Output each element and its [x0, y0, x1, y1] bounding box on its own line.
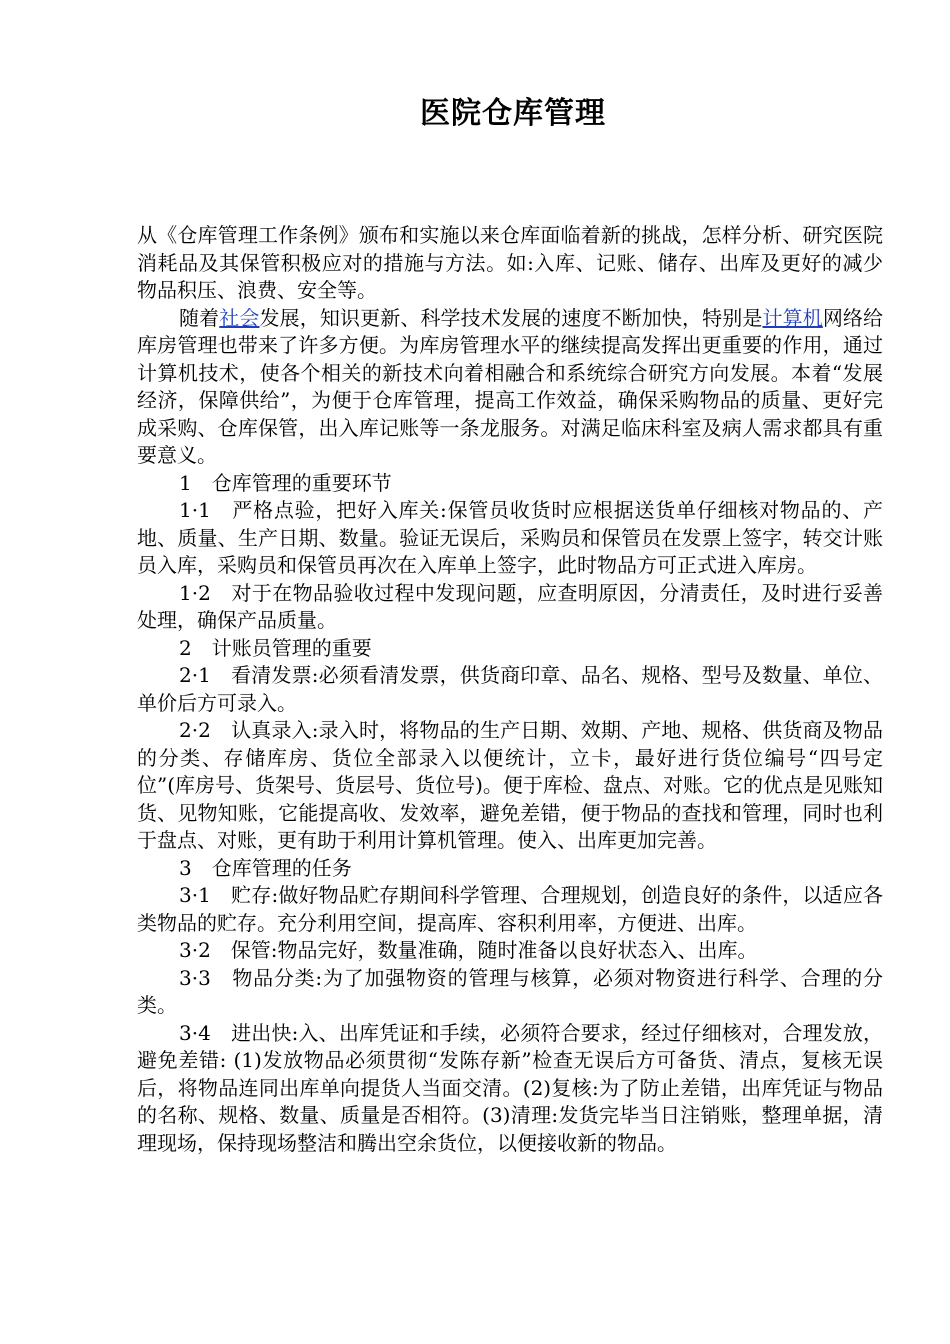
- p2-text-end: 网络给库房管理也带来了许多方便。为库房管理水平的继续提高发挥出更重要的作用，通过计算机技术，使各个相关的新技术向着相融合和系统综合研究方向发展。本着“发展经济，保障供给”，为便于仓库管理，提高工作效益，确保采购物品的质量、更好完成采购、仓库保管，出入库记账等一条龙服务。对满足临床科室及病人需求都具有重要意义。: [137, 305, 884, 467]
- section-1-1-paragraph: 1·1 严格点验，把好入库关:保管员收货时应根据送货单仔细核对物品的、产地、质量、生产日期、数量。验证无误后，采购员和保管员在发票上签字，转交计账员入库，采购员和保管员再次在入库单上签字，此时物品方可正式进入库房。: [137, 498, 883, 577]
- link-society[interactable]: 社会: [219, 305, 260, 330]
- p2-text-middle: 发展，知识更新、科学技术发展的速度不断加快，特别是: [259, 305, 763, 330]
- intro-paragraph: 从《仓库管理工作条例》颁布和实施以来仓库面临着新的挑战，怎样分析、研究医院消耗品及其保管积极应对的措施与方法。如:入库、记账、储存、出库及更好的减少物品积压、浪费、安全等。: [137, 223, 883, 302]
- section-3-3-paragraph: 3·3 物品分类:为了加强物资的管理与核算，必须对物资进行科学、合理的分类。: [137, 965, 883, 1017]
- section-3-2-paragraph: 3·2 保管:物品完好，数量准确，随时准备以良好状态入、出库。: [179, 938, 758, 962]
- section-1-heading: 1 仓库管理的重要环节: [179, 470, 392, 495]
- link-computer[interactable]: 计算机: [762, 305, 823, 330]
- section-3-4-paragraph: 3·4 进出快:入、出库凭证和手续，必须符合要求，经过仔细核对，合理发放，避免差错: (1)发放物品必须贯彻“发陈存新”检查无误后方可备货、清点，复核无误后，将物品连同出库单向提货人当面交清。(2)复核:为了防止差错，出库凭证与物品的名称、规格、数量、质量是否相符。(3)清理:发货完毕当日注销账，整理单据，清理现场，保持现场整洁和腾出空余货位，以便接收新的物品。: [137, 1020, 883, 1155]
- section-2-2-paragraph: 2·2 认真录入:录入时，将物品的生产日期、效期、产地、规格、供货商及物品的分类、存储库房、货位全部录入以便统计，立卡，最好进行货位编号“四号定位”(库房号、货架号、货层号、货位号)。便于库检、盘点、对账。它的优点是见账知货、见物知账，它能提高收、发效率，避免差错，便于物品的查找和管理，同时也利于盘点、对账，更有助于利用计算机管理。使入、出库更加完善。: [137, 718, 883, 852]
- section-1-2-paragraph: 1·2 对于在物品验收过程中发现问题，应查明原因，分清责任，及时进行妥善处理，确保产品质量。: [137, 580, 883, 632]
- section-3-heading: 3 仓库管理的任务: [179, 855, 352, 880]
- section-3-1-paragraph: 3·1 贮存:做好物品贮存期间科学管理、合理规划，创造良好的条件，以适应各类物品的贮存。充分利用空间，提高库、容积利用率，方便进、出库。: [137, 883, 883, 935]
- document-title: 医院仓库管理: [420, 96, 606, 131]
- document-body: [137, 222, 883, 1157]
- section-2-1-paragraph: 2·1 看清发票:必须看清发票，供货商印章、品名、规格、型号及数量、单位、单价后方可录入。: [137, 663, 883, 715]
- section-2-heading: 2 计账员管理的重要: [179, 635, 372, 660]
- p2-text-start: 随着: [179, 305, 220, 330]
- paragraph-development: [137, 305, 883, 470]
